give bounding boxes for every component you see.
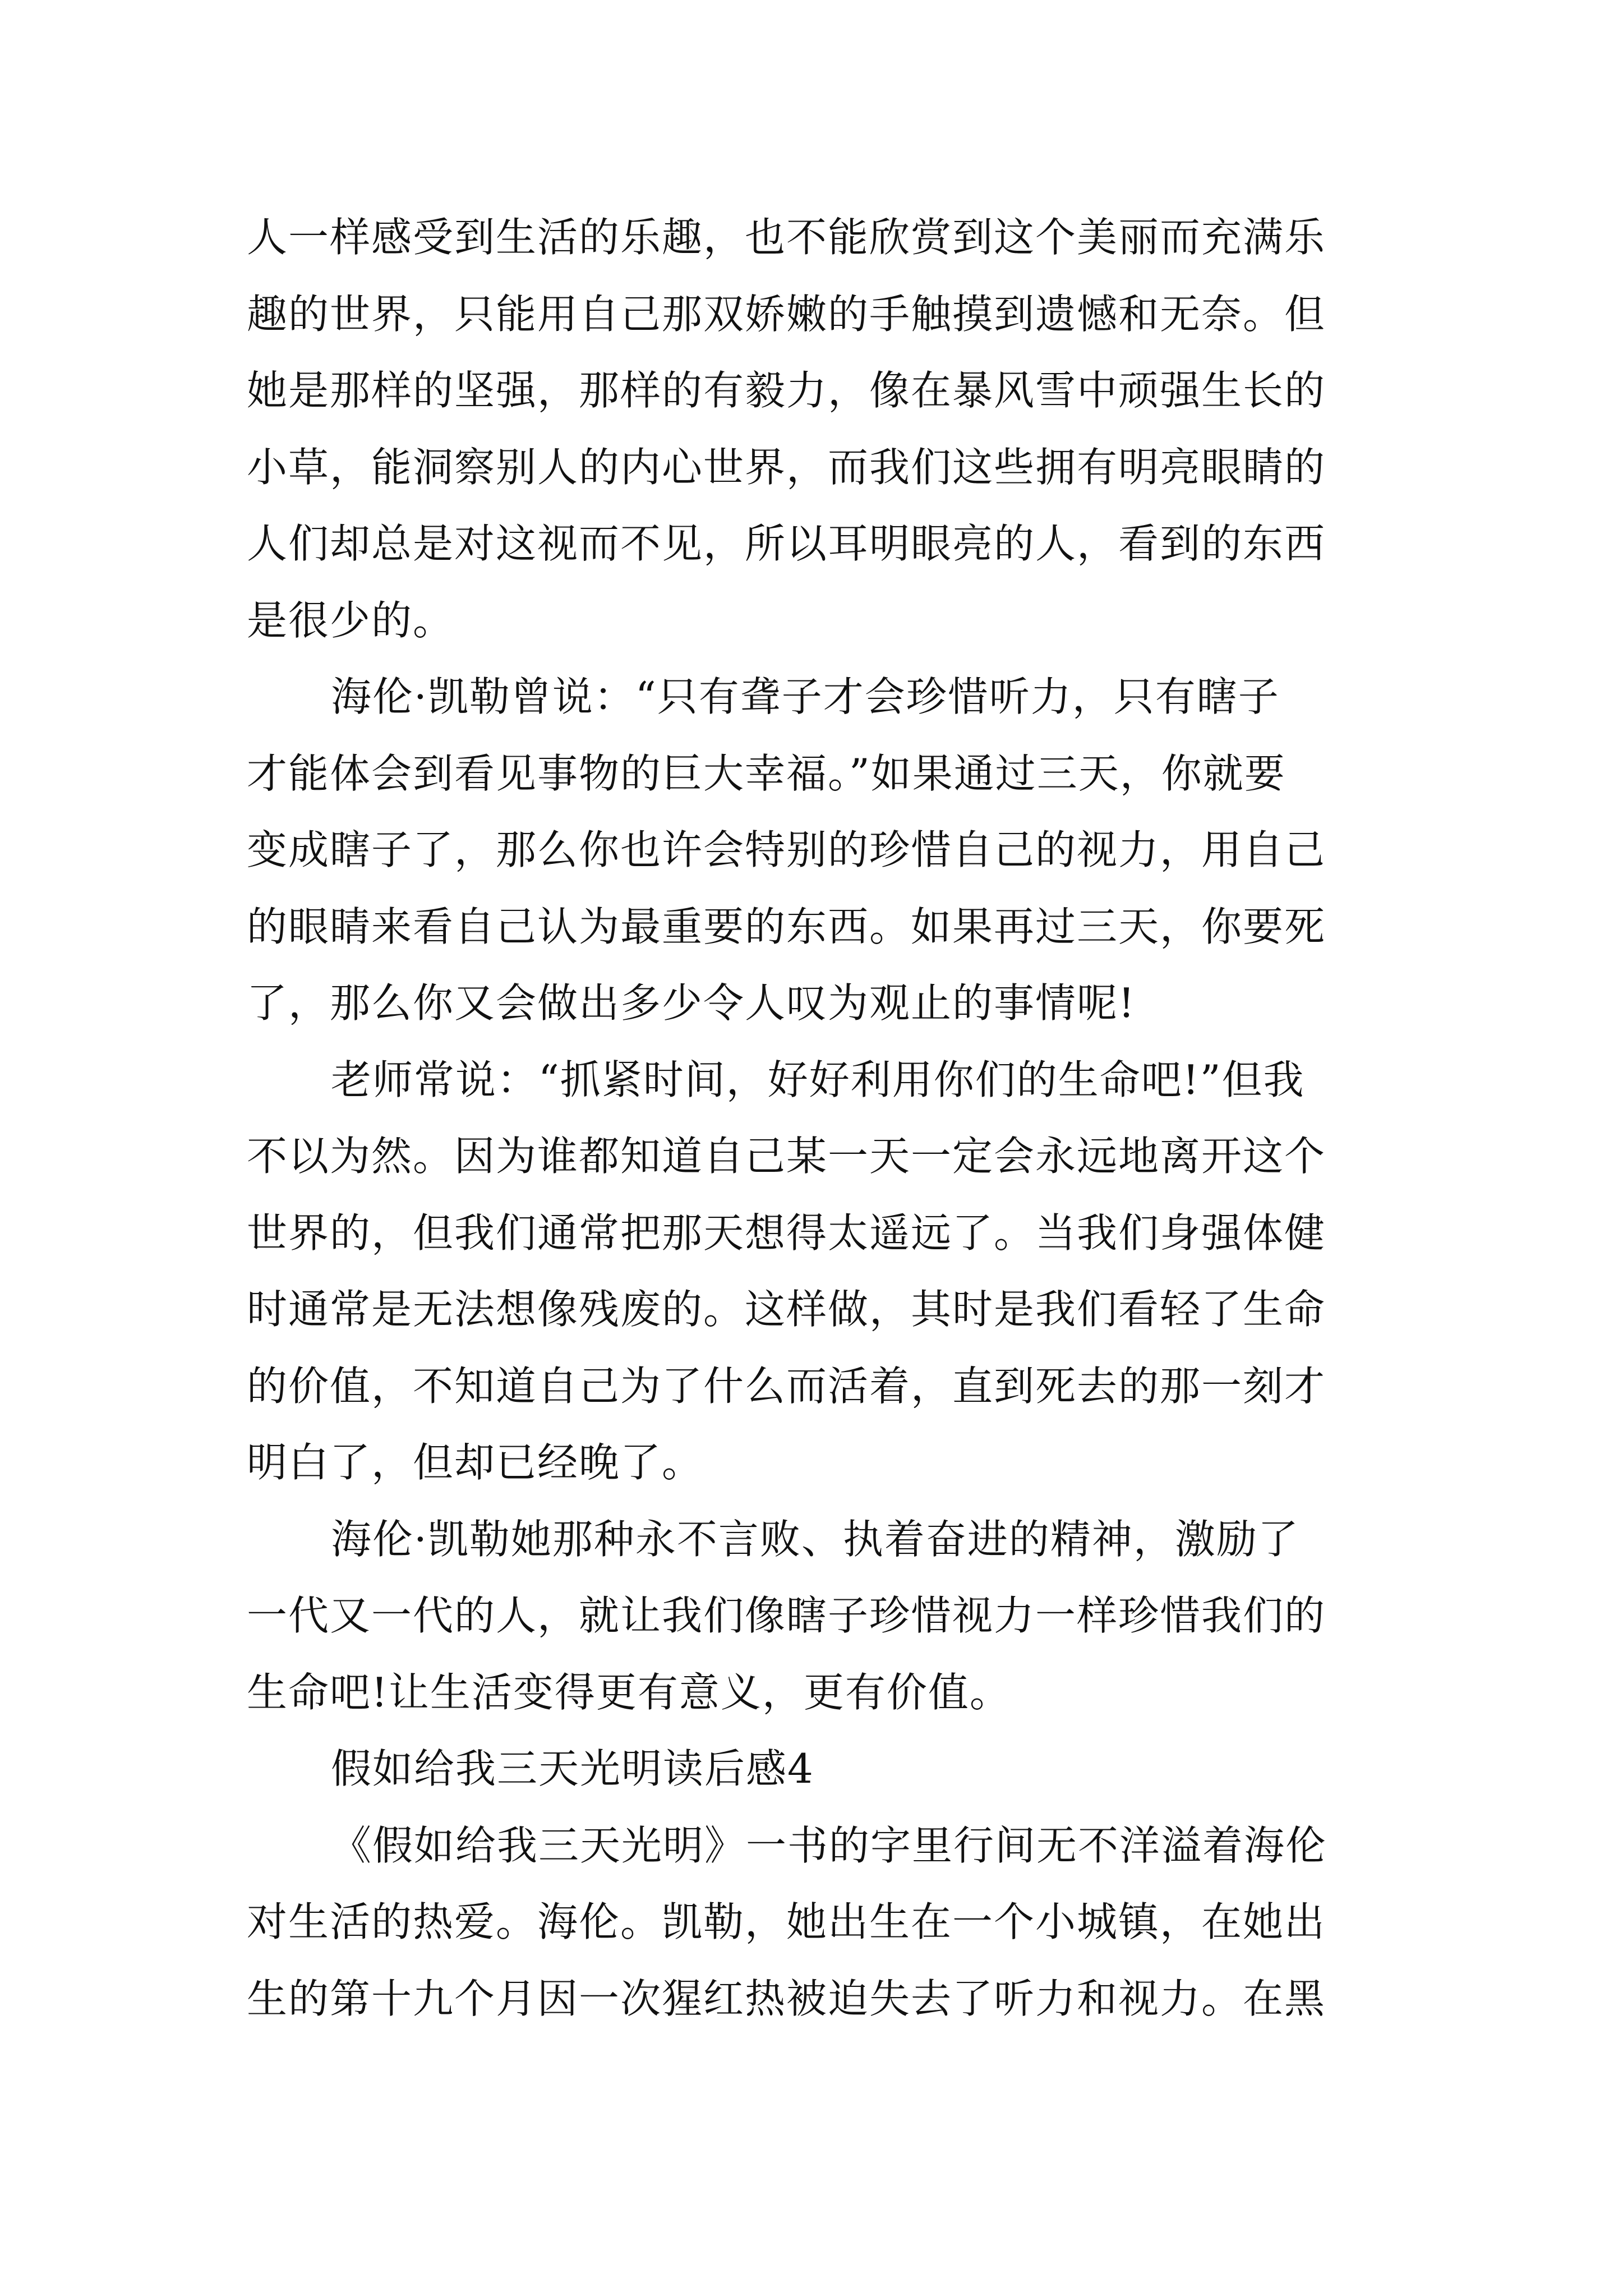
text-line: 她是那样的坚强，那样的有毅力，像在暴风雪中顽强生长的 [247, 367, 1326, 414]
text-line: 不以为然。因为谁都知道自己某一天一定会永远地离开这个 [247, 1133, 1326, 1180]
text-line: 了，那么你又会做出多少令人叹为观止的事情呢! [247, 979, 1136, 1027]
text-line: 的眼睛来看自己认为最重要的东西。如果再过三天，你要死 [247, 903, 1326, 950]
text-line: 对生活的热爱。海伦。凯勒，她出生在一个小城镇，在她出 [247, 1898, 1326, 1945]
text-line: 世界的，但我们通常把那天想得太遥远了。当我们身强体健 [247, 1209, 1326, 1257]
section-heading: 假如给我三天光明读后感4 [331, 1745, 814, 1792]
text-line: 人一样感受到生活的乐趣，也不能欣赏到这个美丽而充满乐 [247, 214, 1326, 261]
paragraph-start-line: 《假如给我三天光明》一书的字里行间无不洋溢着海伦 [331, 1821, 1327, 1869]
text-line: 趣的世界，只能用自己那双娇嫩的手触摸到遗憾和无奈。但 [247, 290, 1326, 338]
paragraph-start-line: 海伦·凯勒曾说：“只有聋子才会珍惜听力，只有瞎子 [331, 673, 1280, 720]
text-line: 小草，能洞察别人的内心世界，而我们这些拥有明亮眼睛的 [247, 443, 1326, 491]
text-line: 是很少的。 [247, 596, 455, 644]
text-line: 时通常是无法想像残废的。这样做，其时是我们看轻了生命 [247, 1286, 1326, 1333]
paragraph-start-line: 海伦·凯勒她那种永不言败、执着奋进的精神，激励了 [331, 1515, 1299, 1563]
text-line: 人们却总是对这视而不见，所以耳明眼亮的人，看到的东西 [247, 520, 1326, 567]
text-line: 生的第十九个月因一次猩红热被迫失去了听力和视力。在黑 [247, 1975, 1326, 2022]
document-body [247, 199, 1391, 2037]
text-line: 的价值，不知道自己为了什么而活着，直到死去的那一刻才 [247, 1362, 1326, 1410]
text-line: 一代又一代的人，就让我们像瞎子珍惜视力一样珍惜我们的 [247, 1592, 1326, 1639]
text-line: 生命吧!让生活变得更有意义，更有价值。 [247, 1668, 1011, 1716]
text-line: 才能体会到看见事物的巨大幸福。”如果通过三天，你就要 [247, 749, 1286, 797]
text-line: 变成瞎子了，那么你也许会特别的珍惜自己的视力，用自己 [247, 826, 1326, 873]
text-line: 明白了，但却已经晚了。 [247, 1439, 704, 1486]
paragraph-start-line: 老师常说：“抓紧时间，好好利用你们的生命吧!”但我 [331, 1056, 1305, 1103]
